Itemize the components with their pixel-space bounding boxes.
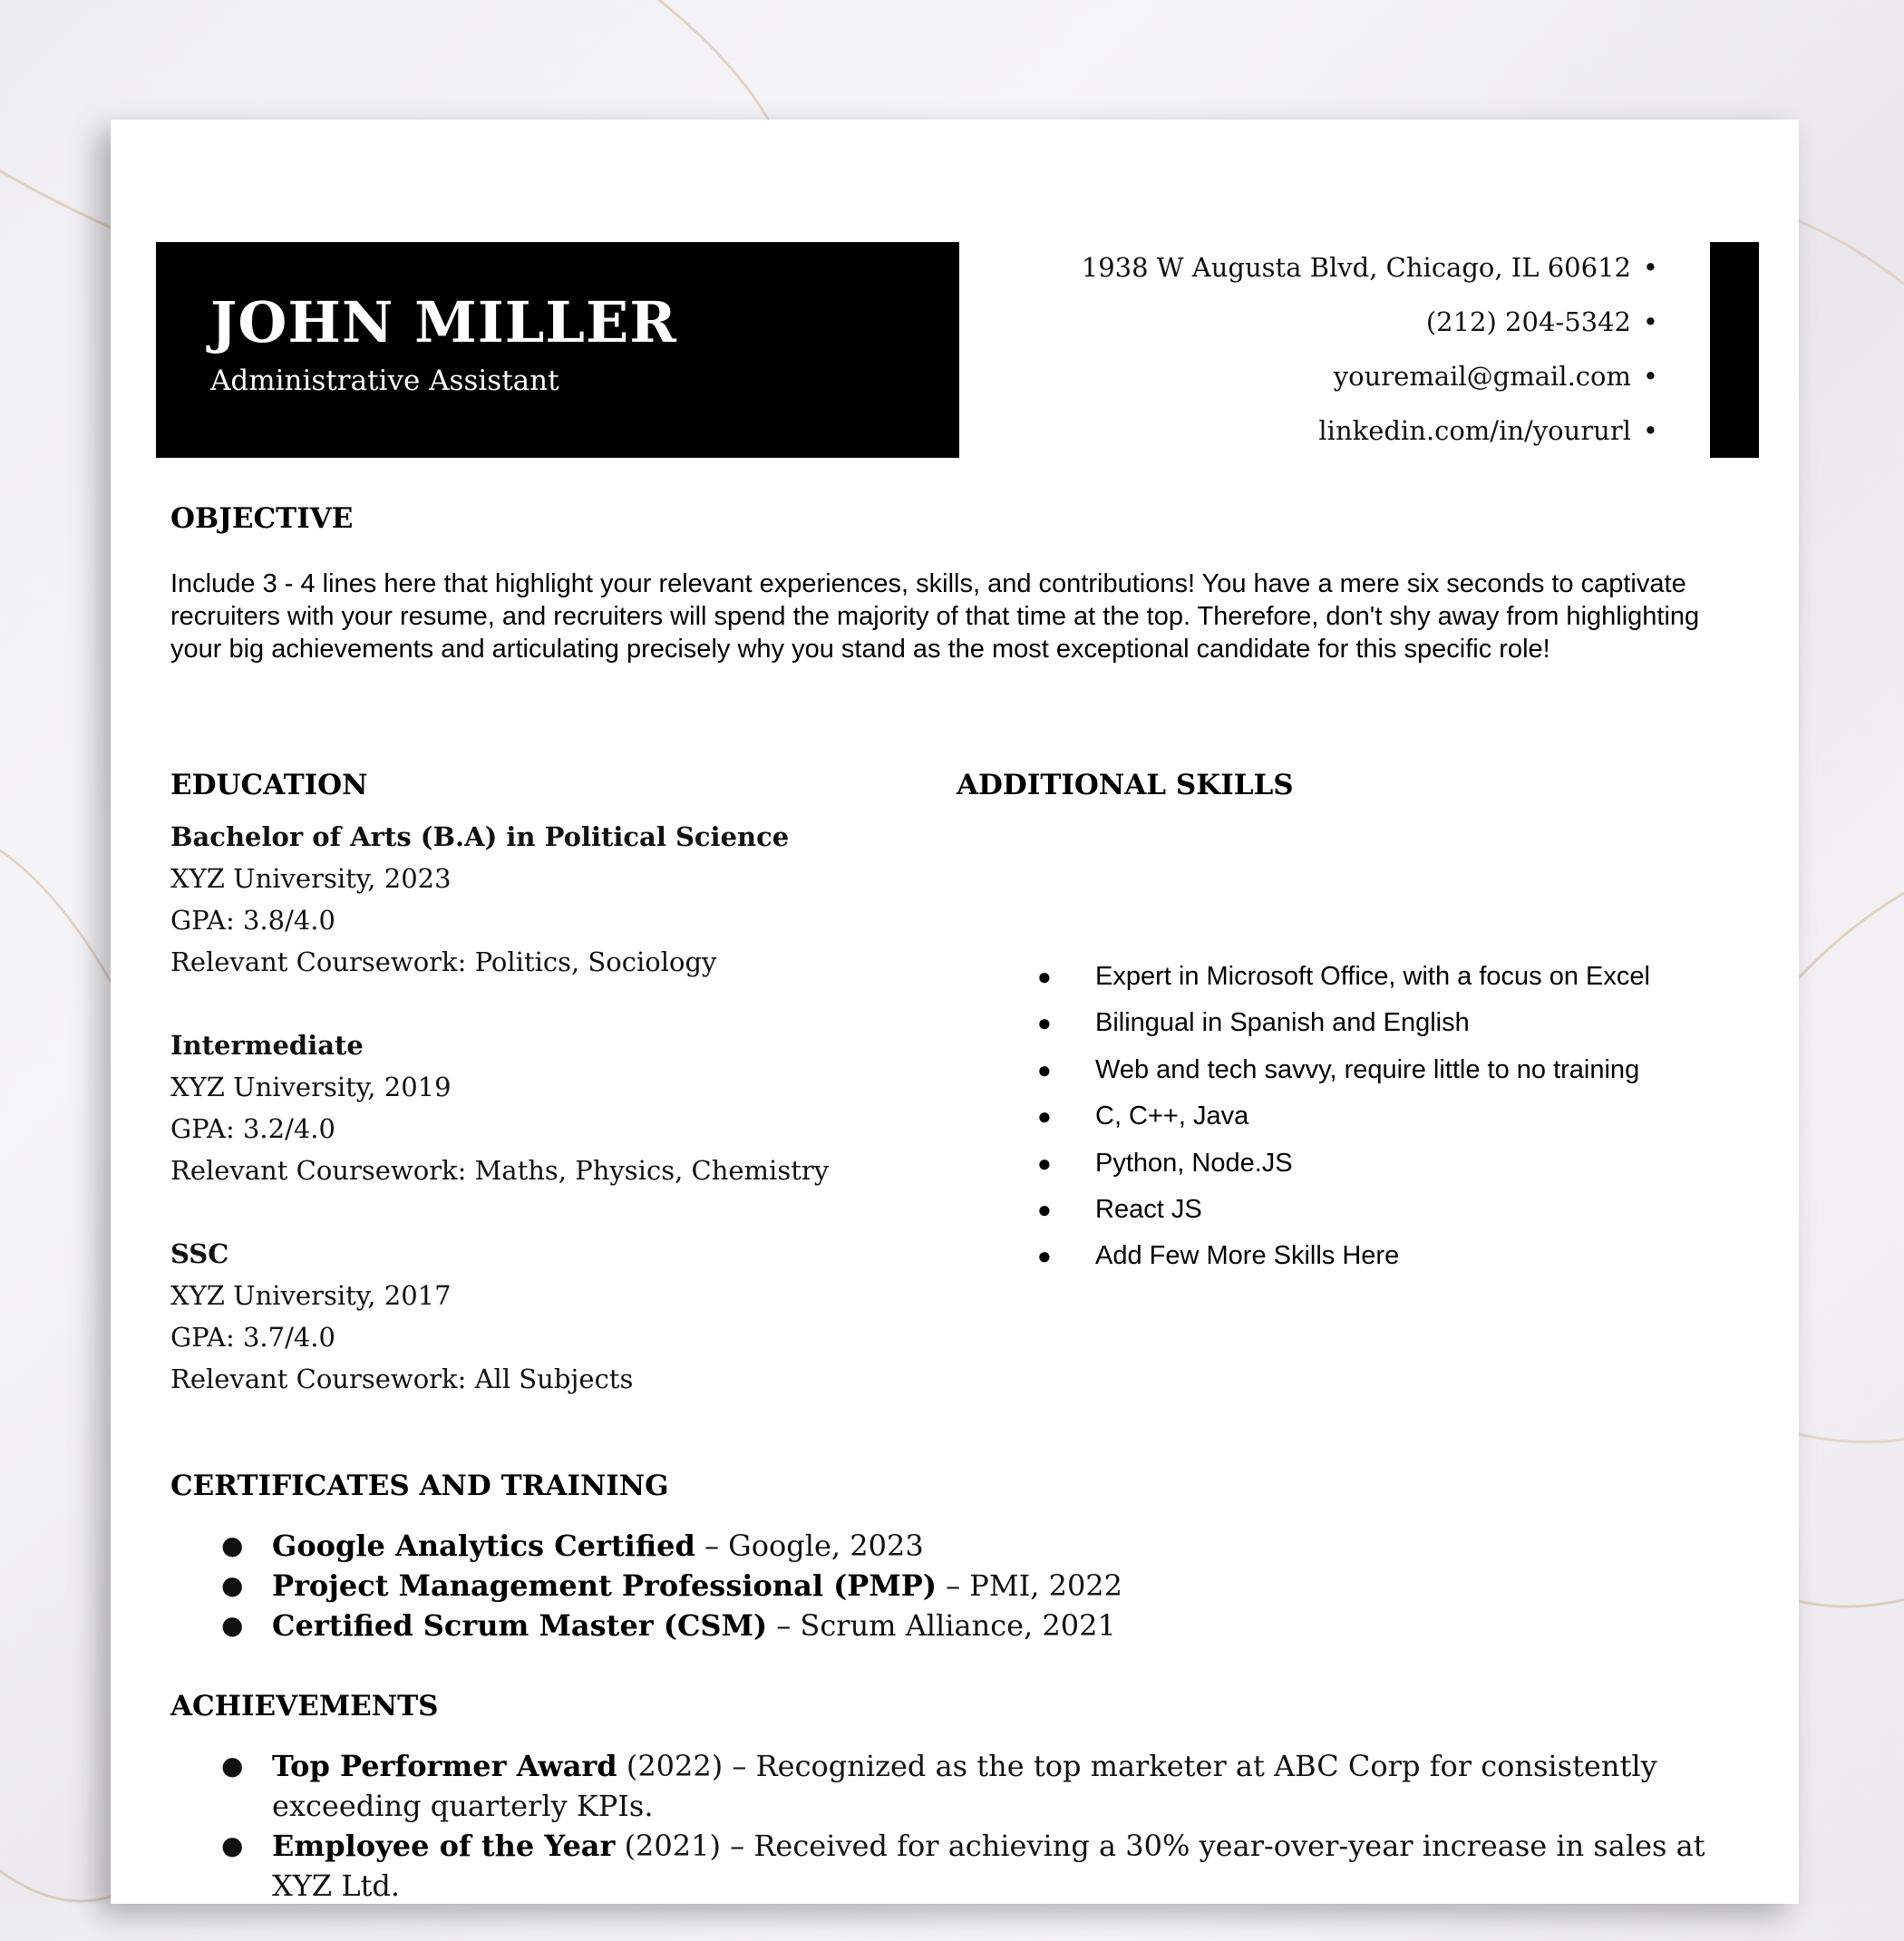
contact-email-text: youremail@gmail.com bbox=[1333, 361, 1631, 392]
skill-text: Bilingual in Spanish and English bbox=[1095, 1008, 1470, 1038]
certificate-detail: – Scrum Alliance, 2021 bbox=[767, 1608, 1116, 1643]
achievements-heading: ACHIEVEMENTS bbox=[170, 1690, 439, 1723]
skill-text: Python, Node.JS bbox=[1095, 1148, 1293, 1178]
gpa: GPA: 3.7/4.0 bbox=[170, 1322, 335, 1353]
bullet-icon: ● bbox=[1037, 963, 1052, 990]
contact-address bbox=[1082, 240, 1658, 295]
bullet-icon: ● bbox=[1037, 1009, 1052, 1037]
skills-heading: ADDITIONAL SKILLS bbox=[957, 769, 1294, 801]
list-item bbox=[1005, 1047, 1748, 1093]
list-item bbox=[170, 1566, 1730, 1606]
education-entry bbox=[170, 1233, 986, 1400]
name-banner bbox=[156, 242, 959, 458]
list-item bbox=[170, 1526, 1730, 1566]
bullet-icon: ● bbox=[1037, 1242, 1052, 1270]
school-year: XYZ University, 2017 bbox=[170, 1280, 452, 1311]
skill-text: C, C++, Java bbox=[1095, 1102, 1249, 1131]
certificates-heading: CERTIFICATES AND TRAINING bbox=[170, 1470, 669, 1502]
list-item bbox=[170, 1606, 1730, 1645]
accent-bar bbox=[1710, 242, 1759, 458]
bullet-icon: ● bbox=[221, 1570, 244, 1600]
certificate-name: Google Analytics Certified bbox=[272, 1529, 695, 1563]
bullet-icon: • bbox=[1642, 415, 1658, 446]
bullet-icon: ● bbox=[221, 1751, 244, 1781]
contact-linkedin bbox=[1082, 403, 1658, 458]
skills-list bbox=[1005, 954, 1748, 1280]
candidate-name: JOHN MILLER bbox=[210, 289, 677, 355]
contact-phone-text: (212) 204-5342 bbox=[1425, 306, 1631, 337]
job-title: Administrative Assistant bbox=[210, 364, 559, 397]
bullet-icon: ● bbox=[1037, 1102, 1052, 1131]
achievement-name: Top Performer Award bbox=[272, 1749, 617, 1783]
certificate-name: Project Management Professional (PMP) bbox=[272, 1568, 937, 1603]
bullet-icon: • bbox=[1642, 252, 1658, 283]
skill-text: Expert in Microsoft Office, with a focus on Excel bbox=[1095, 962, 1650, 991]
resume-page bbox=[111, 120, 1799, 1904]
list-item bbox=[1005, 1187, 1748, 1233]
list-item bbox=[1005, 1140, 1748, 1187]
degree-title: SSC bbox=[170, 1238, 229, 1269]
bullet-icon: ● bbox=[221, 1610, 244, 1640]
degree-title: Intermediate bbox=[170, 1030, 364, 1061]
list-item bbox=[170, 1826, 1730, 1906]
contact-linkedin-text: linkedin.com/in/yoururl bbox=[1318, 415, 1631, 446]
achievement-detail: (2022) – Recognized as the top marketer at ABC Corp for consistently exceeding quarterly KPIs. bbox=[272, 1749, 1657, 1823]
certificate-detail: – Google, 2023 bbox=[695, 1529, 924, 1563]
degree-title: Bachelor of Arts (B.A) in Political Science bbox=[170, 821, 790, 852]
certificate-name: Certified Scrum Master (CSM) bbox=[272, 1608, 768, 1643]
skill-text: React JS bbox=[1095, 1194, 1202, 1224]
achievements-list bbox=[170, 1746, 1730, 1906]
contact-block bbox=[1082, 240, 1658, 458]
list-item bbox=[1005, 1093, 1748, 1140]
skill-text: Add Few More Skills Here bbox=[1095, 1241, 1400, 1271]
bullet-icon: ● bbox=[221, 1830, 244, 1860]
achievement-name: Employee of the Year bbox=[272, 1829, 616, 1863]
bullet-icon: • bbox=[1642, 361, 1658, 392]
school-year: XYZ University, 2023 bbox=[170, 863, 452, 894]
education-entry bbox=[170, 816, 986, 983]
list-item bbox=[1005, 954, 1748, 1000]
list-item bbox=[1005, 1000, 1748, 1046]
list-item bbox=[170, 1746, 1730, 1826]
bullet-icon: ● bbox=[221, 1530, 244, 1560]
gpa: GPA: 3.2/4.0 bbox=[170, 1113, 335, 1144]
contact-address-text: 1938 W Augusta Blvd, Chicago, IL 60612 bbox=[1081, 252, 1631, 283]
skill-text: Web and tech savvy, require little to no training bbox=[1095, 1054, 1640, 1084]
education-heading: EDUCATION bbox=[170, 769, 368, 801]
bullet-icon: • bbox=[1642, 306, 1658, 337]
school-year: XYZ University, 2019 bbox=[170, 1072, 452, 1102]
contact-email bbox=[1082, 349, 1658, 403]
bullet-icon: ● bbox=[1037, 1149, 1052, 1177]
bullet-icon: ● bbox=[1037, 1195, 1052, 1223]
list-item bbox=[1005, 1233, 1748, 1279]
objective-text: Include 3 - 4 lines here that highlight your relevant experiences, skills, and contributions! You have a mere six seconds to captivate recruiters with your resume, and recruiters will spend the majority of that time at the top. Therefore, don't shy away from highlighting your big achievements and articulating precisely why you stand as the most exceptional candidate for this specific role! bbox=[170, 569, 1700, 664]
coursework: Relevant Coursework: Maths, Physics, Chemistry bbox=[170, 1155, 830, 1186]
coursework: Relevant Coursework: Politics, Sociology bbox=[170, 946, 717, 977]
education-entry bbox=[170, 1024, 986, 1191]
coursework: Relevant Coursework: All Subjects bbox=[170, 1364, 634, 1394]
gpa: GPA: 3.8/4.0 bbox=[170, 905, 335, 936]
achievement-detail: (2021) – Received for achieving a 30% year-over-year increase in sales at XYZ Ltd. bbox=[272, 1829, 1705, 1903]
bullet-icon: ● bbox=[1037, 1055, 1052, 1083]
objective-heading: OBJECTIVE bbox=[170, 502, 354, 535]
certificate-detail: – PMI, 2022 bbox=[936, 1568, 1123, 1603]
contact-phone bbox=[1082, 295, 1658, 349]
certificates-list bbox=[170, 1526, 1730, 1645]
